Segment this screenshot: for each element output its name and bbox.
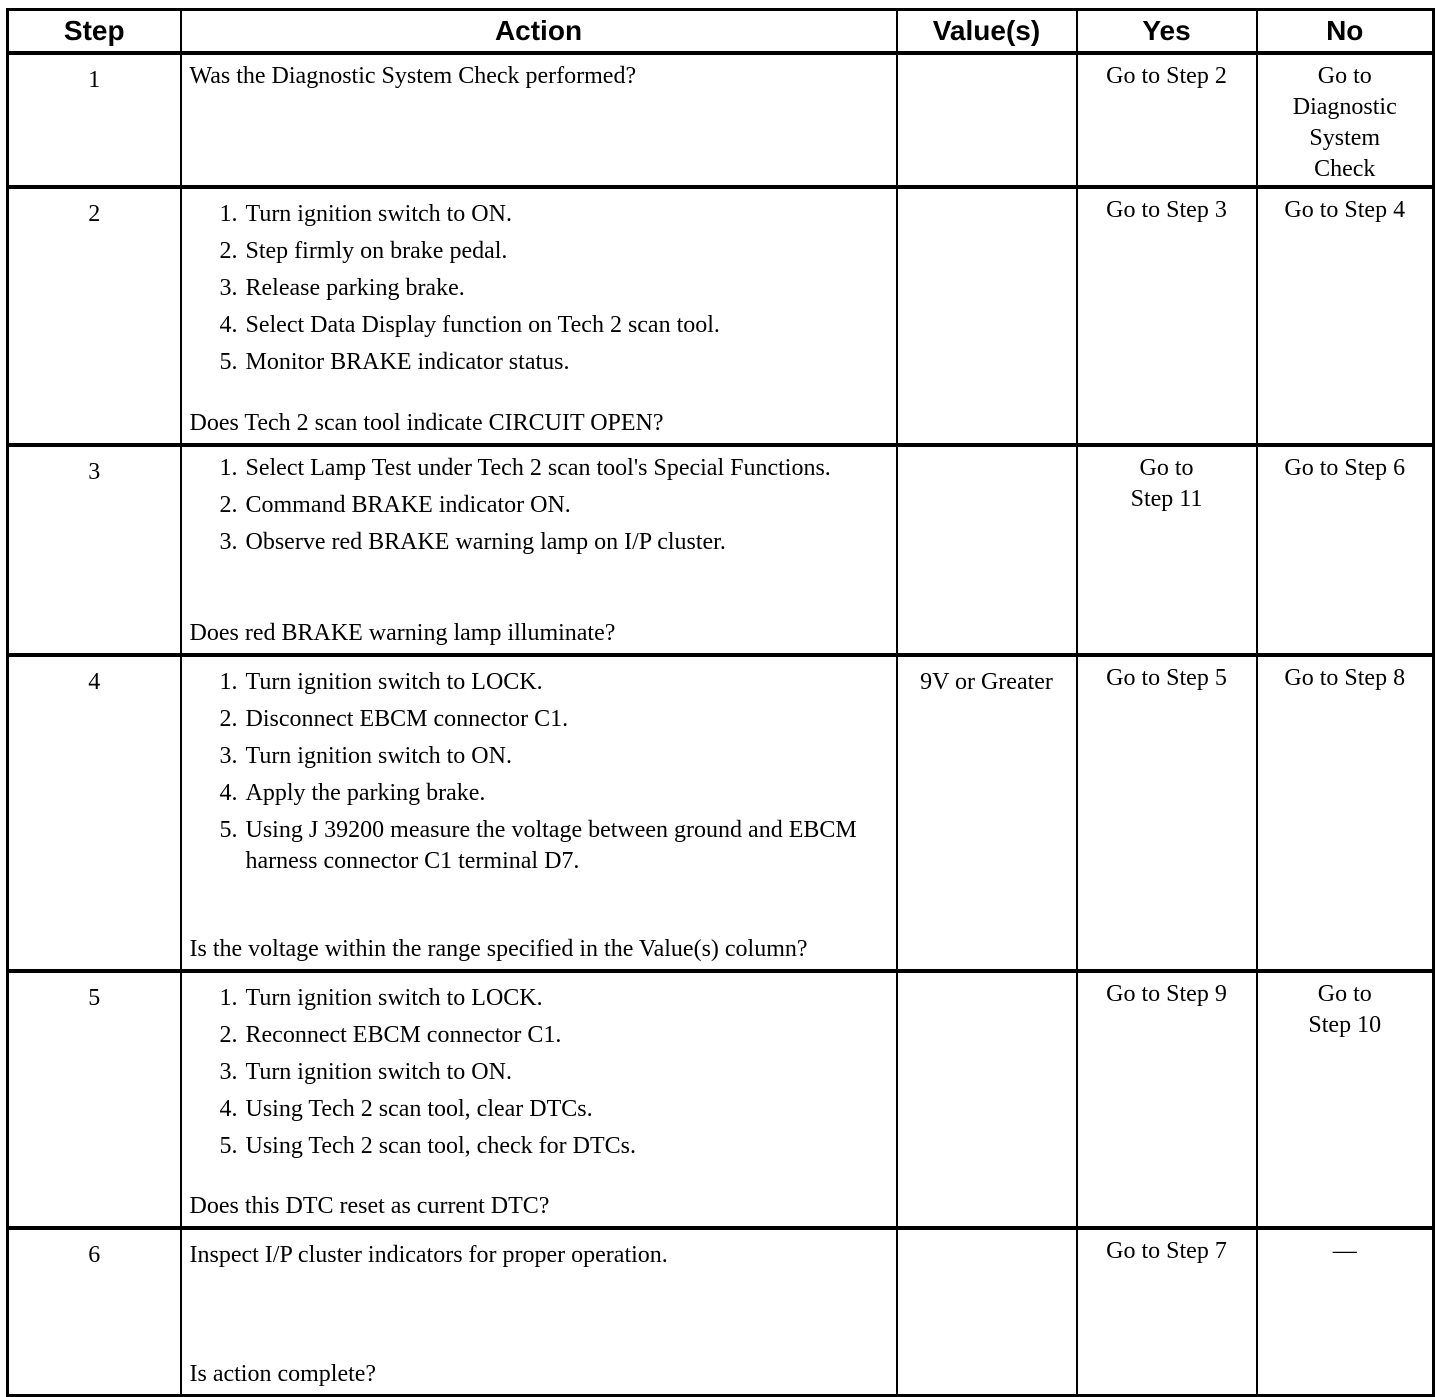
action-cell <box>181 53 897 187</box>
substep-list <box>190 983 888 1168</box>
yes-cell: Go to Step 5 <box>1077 655 1257 971</box>
value-cell <box>897 971 1077 1228</box>
no-cell: Go to Step 4 <box>1257 187 1434 445</box>
table-row <box>8 53 1434 187</box>
substep: 2. Reconnect EBCM connector C1. <box>244 1020 888 1051</box>
table-row <box>8 445 1434 655</box>
no-cell: Go to Step 6 <box>1257 445 1434 655</box>
action-cell <box>181 1228 897 1396</box>
action-question: Is action complete? <box>189 1361 377 1387</box>
action-cell <box>181 445 897 655</box>
step-number: 2 <box>8 187 181 445</box>
action-cell <box>181 655 897 971</box>
header-step: Step <box>8 10 181 54</box>
substep: 3. Turn ignition switch to ON. <box>244 741 888 772</box>
step-number: 6 <box>8 1228 181 1396</box>
yes-cell: Go to Step 11 <box>1077 445 1257 655</box>
yes-cell: Go to Step 9 <box>1077 971 1257 1228</box>
substep: 5. Using J 39200 measure the voltage between ground and EBCM harness connector C1 terminal D7. <box>244 815 888 877</box>
substep-list <box>190 667 888 883</box>
table-row <box>8 1228 1434 1396</box>
value-cell: 9V or Greater <box>897 655 1077 971</box>
substep: 3. Observe red BRAKE warning lamp on I/P cluster. <box>244 527 888 558</box>
substep: 1. Turn ignition switch to LOCK. <box>244 983 888 1014</box>
substep: 1. Select Lamp Test under Tech 2 scan tool's Special Functions. <box>244 453 888 484</box>
action-text: Was the Diagnostic System Check performed? <box>189 63 637 89</box>
no-cell: Go to Step 10 <box>1257 971 1434 1228</box>
substep: 2. Command BRAKE indicator ON. <box>244 490 888 521</box>
value-cell <box>897 53 1077 187</box>
action-cell <box>181 971 897 1228</box>
value-cell <box>897 1228 1077 1396</box>
action-question: Does this DTC reset as current DTC? <box>189 1193 550 1219</box>
no-cell: Go to Diagnostic System Check <box>1257 53 1434 187</box>
step-number: 5 <box>8 971 181 1228</box>
substep: 1. Turn ignition switch to LOCK. <box>244 667 888 698</box>
header-values: Value(s) <box>897 10 1077 54</box>
substep: 5. Using Tech 2 scan tool, check for DTCs. <box>244 1131 888 1162</box>
substep: 2. Step firmly on brake pedal. <box>244 236 888 267</box>
substep-list <box>190 453 888 564</box>
action-question: Is the voltage within the range specified in the Value(s) column? <box>189 936 808 962</box>
header-action: Action <box>181 10 897 54</box>
table-row <box>8 187 1434 445</box>
substep: 5. Monitor BRAKE indicator status. <box>244 347 888 378</box>
substep: 4. Apply the parking brake. <box>244 778 888 809</box>
substep: 1. Turn ignition switch to ON. <box>244 199 888 230</box>
value-cell <box>897 187 1077 445</box>
substep: 4. Select Data Display function on Tech 2 scan tool. <box>244 310 888 341</box>
action-question: Does red BRAKE warning lamp illuminate? <box>189 620 616 646</box>
action-cell <box>181 187 897 445</box>
step-number: 3 <box>8 445 181 655</box>
action-question: Does Tech 2 scan tool indicate CIRCUIT OPEN? <box>189 410 664 436</box>
substep-list <box>190 199 888 384</box>
table-header-row <box>8 10 1434 54</box>
yes-cell: Go to Step 7 <box>1077 1228 1257 1396</box>
substep: 4. Using Tech 2 scan tool, clear DTCs. <box>244 1094 888 1125</box>
header-no: No <box>1257 10 1434 54</box>
yes-cell: Go to Step 2 <box>1077 53 1257 187</box>
step-number: 4 <box>8 655 181 971</box>
diagnostic-page <box>6 8 1432 1397</box>
table-row <box>8 971 1434 1228</box>
yes-cell: Go to Step 3 <box>1077 187 1257 445</box>
substep: 3. Release parking brake. <box>244 273 888 304</box>
substep: 2. Disconnect EBCM connector C1. <box>244 704 888 735</box>
value-cell <box>897 445 1077 655</box>
no-cell: Go to Step 8 <box>1257 655 1434 971</box>
action-text: Inspect I/P cluster indicators for proper operation. <box>189 1242 668 1268</box>
substep: 3. Turn ignition switch to ON. <box>244 1057 888 1088</box>
table-row <box>8 655 1434 971</box>
no-cell: — <box>1257 1228 1434 1396</box>
diagnostic-table <box>6 8 1435 1397</box>
step-number: 1 <box>8 53 181 187</box>
header-yes: Yes <box>1077 10 1257 54</box>
